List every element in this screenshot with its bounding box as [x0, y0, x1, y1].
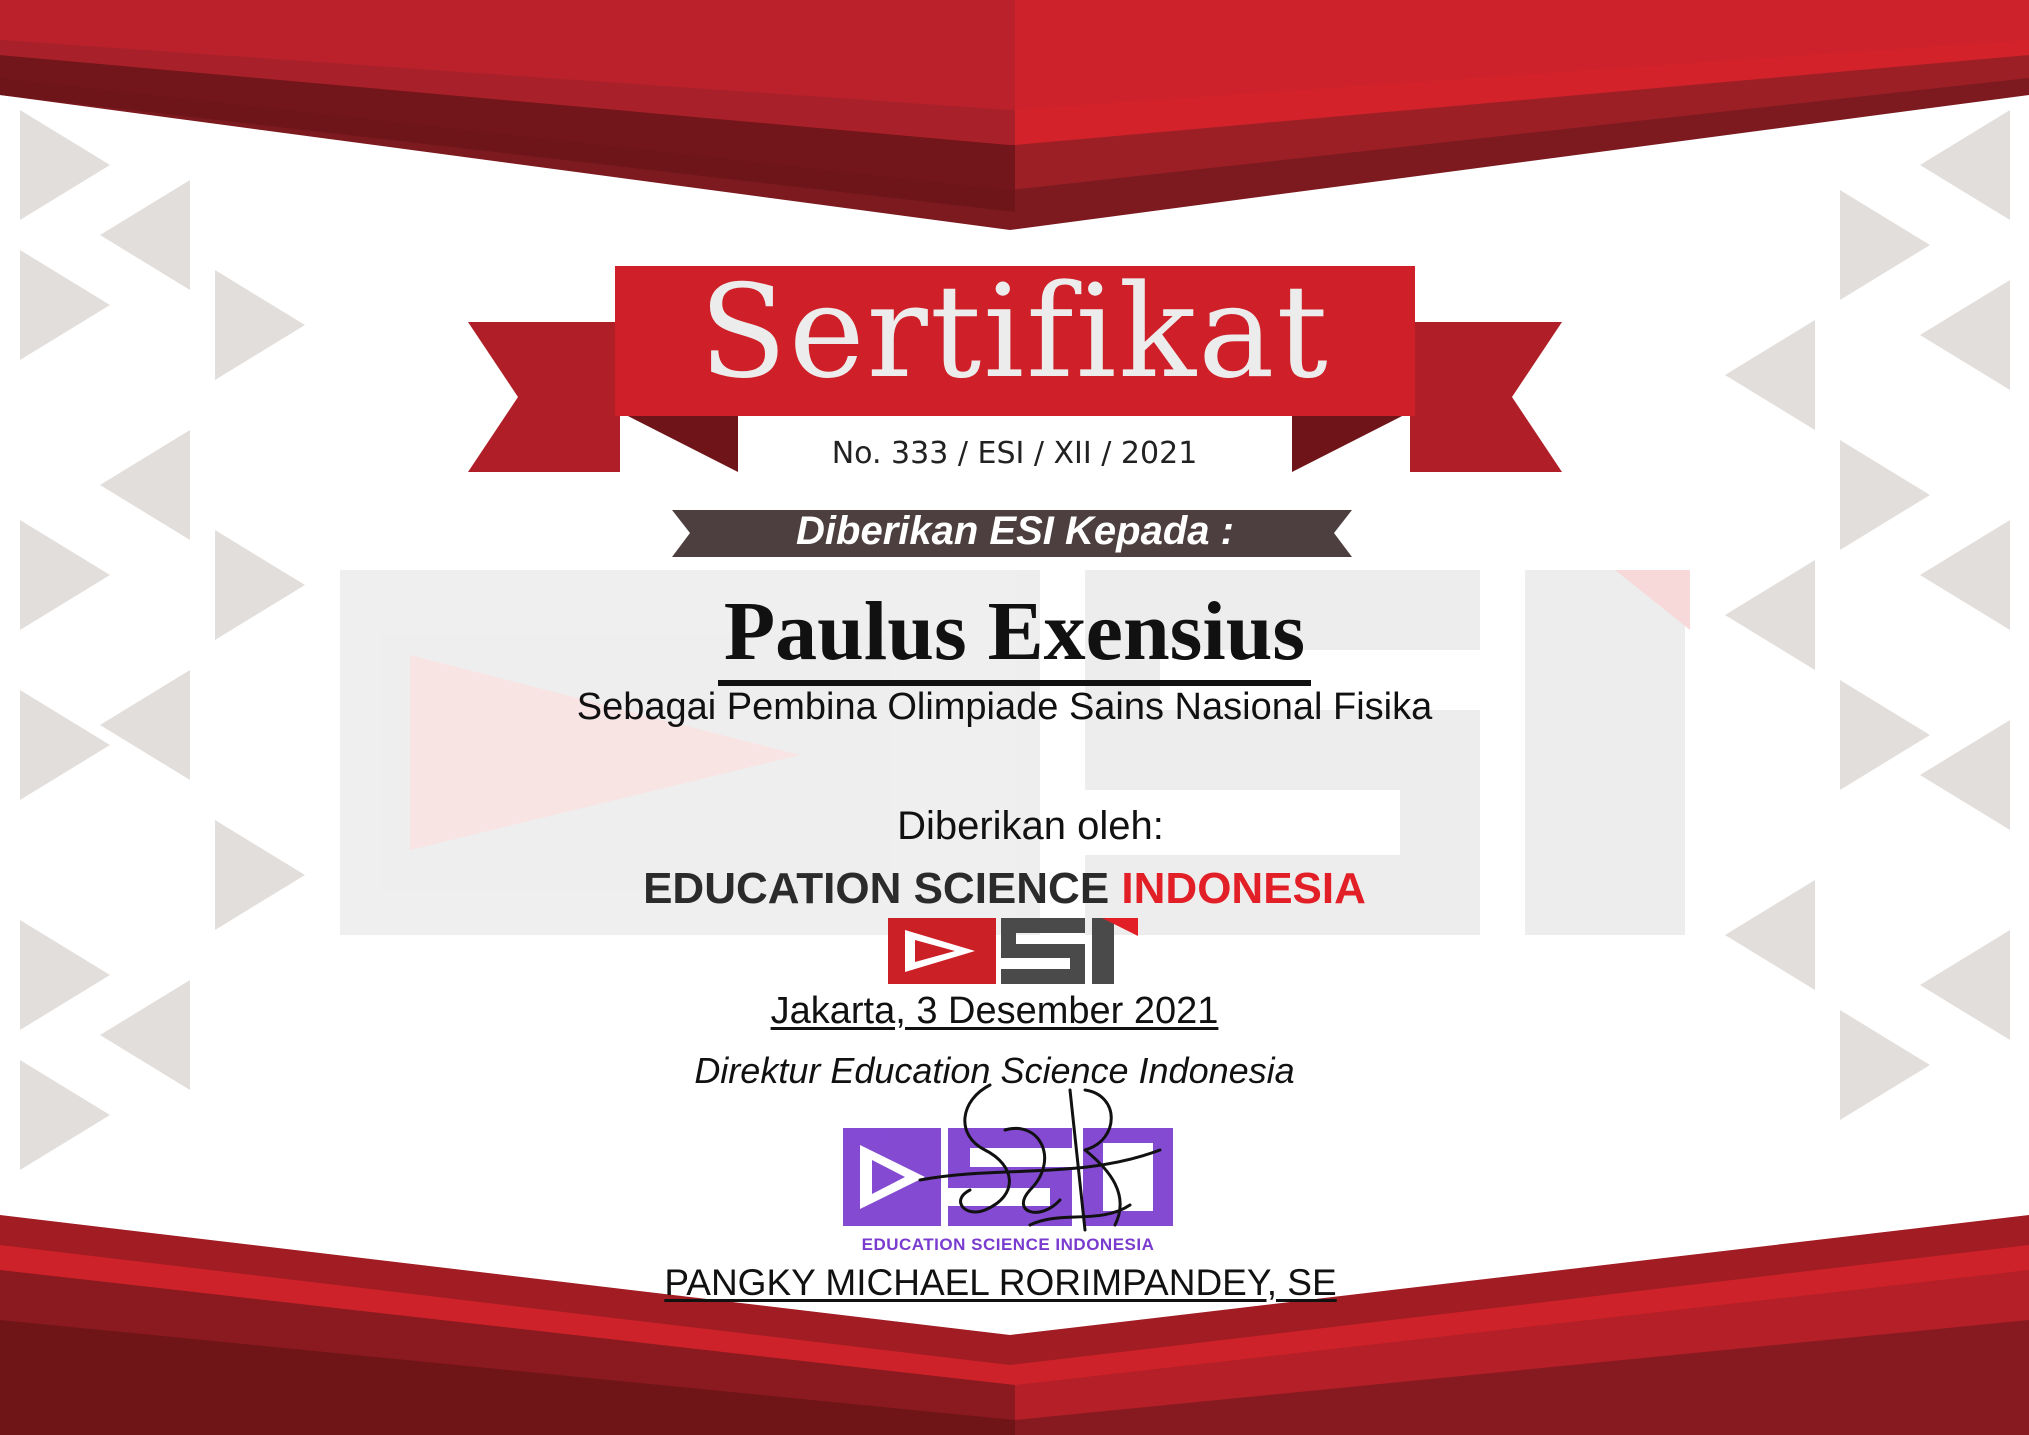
signer-name: [0, 1262, 2015, 1304]
given-to-label: Diberikan ESI Kepada :: [796, 509, 1234, 553]
place-date: [0, 990, 2009, 1033]
organization-name-part2: INDONESIA: [1121, 864, 1366, 913]
recipient-role: Sebagai Pembina Olimpiade Sains Nasional Fisika: [576, 686, 1433, 728]
top-border: [0, 0, 2029, 230]
signer-position: Direktur Education Science Indonesia: [694, 1050, 1295, 1091]
organization-name-part1: EDUCATION SCIENCE: [643, 864, 1110, 913]
place-date-text: Jakarta, 3 Desember 2021: [770, 990, 1219, 1032]
esi-logo: [888, 918, 1138, 984]
stamp-caption: EDUCATION SCIENCE INDONESIA: [861, 1235, 1155, 1254]
organization-name: [0, 864, 2019, 914]
signer-name-text: PANGKY MICHAEL RORIMPANDEY, SE: [664, 1262, 1337, 1303]
recipient-name: [0, 583, 2029, 680]
recipient-name-text: Paulus Exensius: [718, 585, 1311, 686]
certificate-title: Sertifikat: [699, 258, 1330, 407]
given-by-label: Diberikan oleh:: [897, 804, 1164, 848]
certificate-number: No. 333 / ESI / XII / 2021: [831, 436, 1198, 471]
